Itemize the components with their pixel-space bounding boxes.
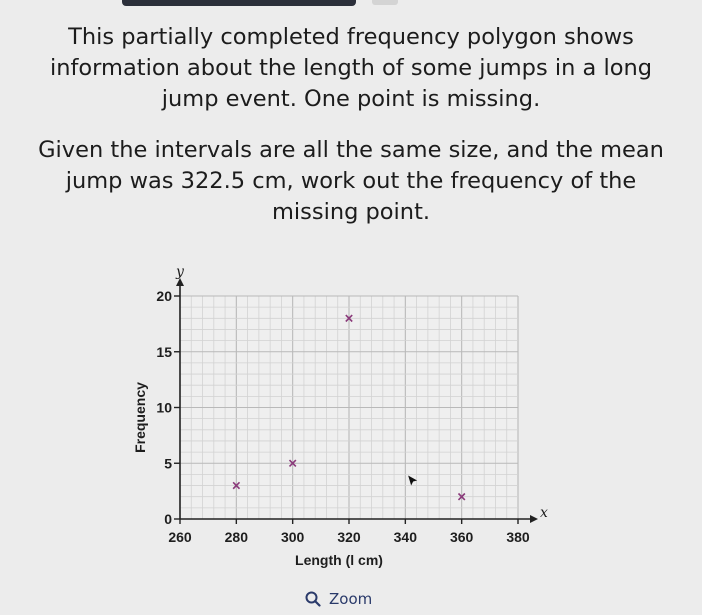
y-tick-label: 0 — [164, 511, 172, 527]
x-tick-label: 340 — [393, 529, 418, 545]
y-axis-letter: y — [176, 264, 184, 280]
y-tick-label: 20 — [156, 288, 172, 304]
chart-svg — [110, 262, 550, 580]
question-line: information about the length of some jumps in a long — [49, 55, 653, 81]
x-tick-label: 280 — [224, 529, 249, 545]
y-axis-title: Frequency — [132, 382, 148, 453]
question-line: jump event. One point is missing. — [161, 86, 541, 112]
frequency-polygon-chart — [110, 262, 550, 580]
x-tick-label: 320 — [337, 529, 361, 545]
y-tick-label: 10 — [156, 399, 172, 416]
question-line: missing point. — [271, 199, 431, 225]
zoom-label: Zoom — [329, 590, 373, 608]
y-tick-label: 5 — [164, 455, 172, 472]
x-tick-label: 300 — [280, 529, 305, 545]
x-tick-label: 360 — [449, 529, 474, 545]
x-tick-label: 260 — [168, 529, 192, 545]
question-paragraph-1 — [10, 22, 692, 115]
zoom-button[interactable] — [305, 590, 372, 608]
question-line: This partially completed frequency polygon shows — [68, 24, 634, 50]
x-axis-letter: x — [540, 505, 548, 521]
top-tab-secondary[interactable] — [372, 0, 398, 5]
y-tick-label: 15 — [156, 343, 172, 360]
question-line: jump was 322.5 cm, work out the frequency of the — [65, 168, 637, 194]
x-axis-arrow — [530, 515, 538, 523]
top-bar — [0, 0, 702, 10]
grid — [180, 296, 518, 519]
x-axis-title: Length (l cm) — [295, 552, 383, 568]
question-paragraph-2 — [10, 135, 692, 228]
top-tab[interactable] — [122, 0, 356, 6]
zoom-icon — [305, 591, 321, 607]
x-tick-label: 380 — [506, 529, 530, 545]
question-text — [10, 22, 692, 228]
question-line: Given the intervals are all the same size, and the mean — [38, 137, 664, 163]
